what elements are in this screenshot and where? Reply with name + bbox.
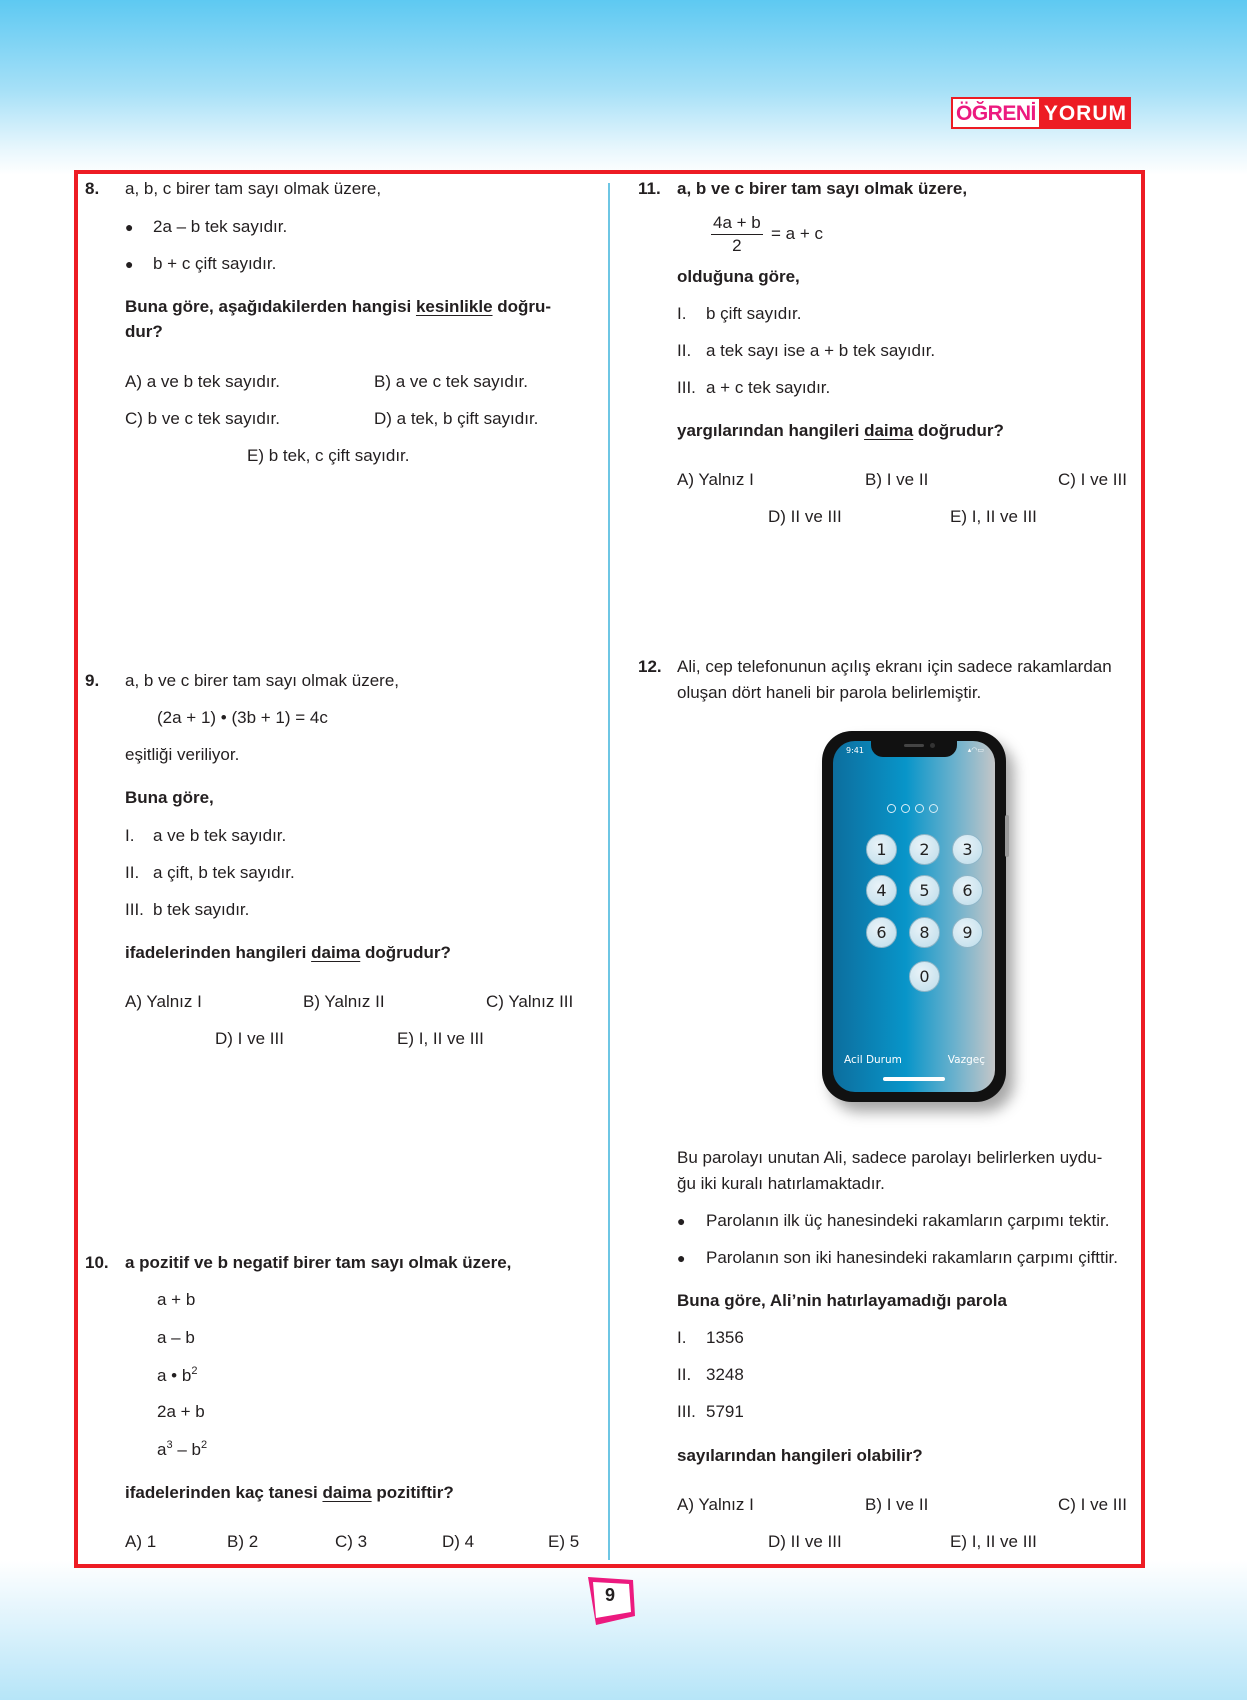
- statement-text: a çift, b tek sayıdır.: [153, 863, 295, 882]
- condition: b + c çift sayıdır.: [153, 254, 277, 273]
- statement-roman: I.: [677, 304, 687, 323]
- statement-text: 5791: [706, 1402, 744, 1421]
- expression: [157, 1365, 197, 1386]
- statement-roman: II.: [125, 863, 140, 882]
- phone-side-button: [1005, 815, 1009, 857]
- question-number: 10.: [85, 1253, 109, 1272]
- option-e[interactable]: E) b tek, c çift sayıdır.: [247, 446, 410, 465]
- statement-text: b tek sayıdır.: [153, 900, 250, 919]
- question-prompt: [125, 943, 451, 963]
- option-b[interactable]: B) I ve II: [865, 470, 929, 489]
- keypad-key[interactable]: 5: [909, 875, 940, 906]
- bullet-icon: ●: [125, 256, 134, 272]
- camera-icon: [930, 743, 935, 748]
- expr-exponent: 2: [191, 1365, 198, 1377]
- question-prompt-cont: dur?: [125, 322, 163, 341]
- rule: Parolanın son iki hanesindeki rakamların çarpımı çifttir.: [706, 1248, 1118, 1267]
- option-b[interactable]: B) I ve II: [865, 1495, 929, 1514]
- question-number: 8.: [85, 179, 100, 198]
- prompt-text: ifadelerinden kaç tanesi: [125, 1483, 323, 1502]
- prompt-text: Buna göre, aşağıdakilerden hangisi: [125, 297, 416, 316]
- question-prompt: [125, 1483, 454, 1503]
- emergency-button[interactable]: Acil Durum: [844, 1054, 902, 1066]
- equation: (2a + 1) • (3b + 1) = 4c: [157, 708, 328, 727]
- option-a[interactable]: A) Yalnız I: [677, 470, 754, 489]
- statement-roman: III.: [677, 1402, 696, 1421]
- lead-text: Buna göre, Ali’nin hatırlayamadığı parola: [677, 1291, 1007, 1310]
- condition: 2a – b tek sayıdır.: [153, 217, 288, 236]
- keypad-key[interactable]: 1: [866, 834, 897, 865]
- option-b[interactable]: B) a ve c tek sayıdır.: [374, 372, 529, 391]
- home-indicator[interactable]: [883, 1077, 945, 1081]
- option-a[interactable]: A) 1: [125, 1532, 157, 1551]
- option-c[interactable]: C) b ve c tek sayıdır.: [125, 409, 280, 428]
- keypad-key[interactable]: 6: [952, 875, 983, 906]
- option-a[interactable]: A) Yalnız I: [125, 992, 202, 1011]
- brand-logo: [951, 97, 1131, 129]
- passcode-dot-icon: [929, 804, 938, 813]
- question-number: 11.: [638, 179, 661, 198]
- bullet-icon: ●: [125, 219, 134, 235]
- prompt-emphasis: daima: [311, 943, 361, 962]
- expression: [157, 1439, 207, 1460]
- statement-text: a ve b tek sayıdır.: [153, 826, 287, 845]
- speaker-icon: [904, 744, 924, 747]
- passcode-dot-icon: [887, 804, 896, 813]
- question-number: 12.: [638, 657, 662, 676]
- option-d[interactable]: D) a tek, b çift sayıdır.: [374, 409, 539, 428]
- fraction-numerator: 4a + b: [711, 213, 763, 235]
- statement-text: a + c tek sayıdır.: [706, 378, 831, 397]
- option-e[interactable]: E) 5: [548, 1532, 580, 1551]
- question-prompt: [125, 297, 551, 317]
- paragraph: Bu parolayı unutan Ali, sadece parolayı belirlerken uydu-: [677, 1148, 1103, 1167]
- expression: 2a + b: [157, 1402, 205, 1421]
- prompt-text: doğrudur?: [913, 421, 1004, 440]
- statement-roman: I.: [125, 826, 135, 845]
- prompt-text: doğrudur?: [360, 943, 451, 962]
- passcode-dot-icon: [901, 804, 910, 813]
- option-a[interactable]: A) a ve b tek sayıdır.: [125, 372, 280, 391]
- keypad-key[interactable]: 8: [909, 917, 940, 948]
- expr-base: a • b: [157, 1366, 192, 1385]
- statement-roman: III.: [677, 378, 696, 397]
- prompt-text: pozitiftir?: [371, 1483, 454, 1502]
- prompt-text: doğru-: [492, 297, 552, 316]
- option-e[interactable]: E) I, II ve III: [397, 1029, 484, 1048]
- prompt-text: yargılarından hangileri: [677, 421, 865, 440]
- question-prompt: [677, 421, 1004, 441]
- paragraph-cont: ğu iki kuralı hatırlamaktadır.: [677, 1174, 885, 1193]
- option-e[interactable]: E) I, II ve III: [950, 1532, 1037, 1551]
- statement-text: b çift sayıdır.: [706, 304, 802, 323]
- question-stem: a, b ve c birer tam sayı olmak üzere,: [677, 179, 968, 198]
- option-c[interactable]: C) I ve III: [1058, 470, 1127, 489]
- brand-part-ogreni: ÖĞRENİ: [953, 99, 1039, 127]
- expression: a – b: [157, 1328, 195, 1347]
- phone-illustration: [822, 731, 1006, 1102]
- option-b[interactable]: B) Yalnız II: [303, 992, 385, 1011]
- keypad-key[interactable]: 6: [866, 917, 897, 948]
- statement-text: 3248: [706, 1365, 744, 1384]
- rule: Parolanın ilk üç hanesindeki rakamların çarpımı tektir.: [706, 1211, 1110, 1230]
- keypad-key[interactable]: 9: [952, 917, 983, 948]
- keypad-key[interactable]: 2: [909, 834, 940, 865]
- statement-roman: II.: [677, 1365, 692, 1384]
- prompt-emphasis: daima: [864, 421, 914, 440]
- option-a[interactable]: A) Yalnız I: [677, 1495, 754, 1514]
- bullet-icon: ●: [677, 1250, 686, 1266]
- prompt-emphasis: kesinlikle: [415, 297, 493, 316]
- keypad-key[interactable]: 4: [866, 875, 897, 906]
- statement-roman: III.: [125, 900, 144, 919]
- option-c[interactable]: C) 3: [335, 1532, 368, 1551]
- passcode-dots: [887, 804, 938, 813]
- question-stem: a pozitif ve b negatif birer tam sayı olmak üzere,: [125, 1253, 512, 1272]
- signal-wifi-battery-icon: ▴◠▭: [967, 746, 984, 754]
- expr-exponent: 3: [166, 1439, 173, 1451]
- option-d[interactable]: D) II ve III: [768, 507, 842, 526]
- question-stem: a, b, c birer tam sayı olmak üzere,: [125, 179, 382, 198]
- fraction-rhs: = a + c: [771, 224, 823, 243]
- cancel-button[interactable]: Vazgeç: [947, 1054, 985, 1066]
- question-stem-cont: oluşan dört haneli bir parola belirlemiştir.: [677, 683, 982, 702]
- page-number: 9: [604, 1585, 615, 1605]
- brand-part-yorum: YORUM: [1043, 102, 1128, 125]
- status-time: 9:41: [846, 746, 864, 755]
- prompt-emphasis: daima: [322, 1483, 372, 1502]
- statement-text: a tek sayı ise a + b tek sayıdır.: [706, 341, 936, 360]
- option-d[interactable]: D) II ve III: [768, 1532, 842, 1551]
- lead-text: olduğuna göre,: [677, 267, 800, 286]
- expr-exponent: 2: [200, 1439, 208, 1451]
- fraction: [711, 213, 763, 256]
- phone-notch: [871, 741, 957, 757]
- expr-base: – b: [172, 1440, 201, 1459]
- prompt-text: ifadelerinden hangileri: [125, 943, 312, 962]
- option-b[interactable]: B) 2: [227, 1532, 259, 1551]
- option-c[interactable]: C) I ve III: [1058, 1495, 1127, 1514]
- expr-base: a: [157, 1440, 167, 1459]
- statement-roman: II.: [677, 341, 692, 360]
- expression: a + b: [157, 1290, 196, 1309]
- option-e[interactable]: E) I, II ve III: [950, 507, 1037, 526]
- question-stem: Ali, cep telefonunun açılış ekranı için sadece rakamlardan: [677, 657, 1112, 676]
- question-prompt: sayılarından hangileri olabilir?: [677, 1446, 923, 1465]
- statement-roman: I.: [677, 1328, 687, 1347]
- keypad-key[interactable]: 0: [909, 961, 940, 992]
- option-d[interactable]: D) 4: [442, 1532, 475, 1551]
- fraction-denominator: 2: [732, 236, 742, 255]
- question-stem: a, b ve c birer tam sayı olmak üzere,: [125, 671, 399, 690]
- lead-text: Buna göre,: [125, 788, 214, 807]
- passcode-dot-icon: [915, 804, 924, 813]
- option-c[interactable]: C) Yalnız III: [486, 992, 574, 1011]
- question-number: 9.: [85, 671, 100, 690]
- bullet-icon: ●: [677, 1213, 686, 1229]
- keypad-key[interactable]: 3: [952, 834, 983, 865]
- lock-screen: [833, 741, 995, 1092]
- statement-text: 1356: [706, 1328, 744, 1347]
- given-text: eşitliği veriliyor.: [125, 745, 240, 764]
- option-d[interactable]: D) I ve III: [215, 1029, 284, 1048]
- column-divider: [608, 183, 610, 1560]
